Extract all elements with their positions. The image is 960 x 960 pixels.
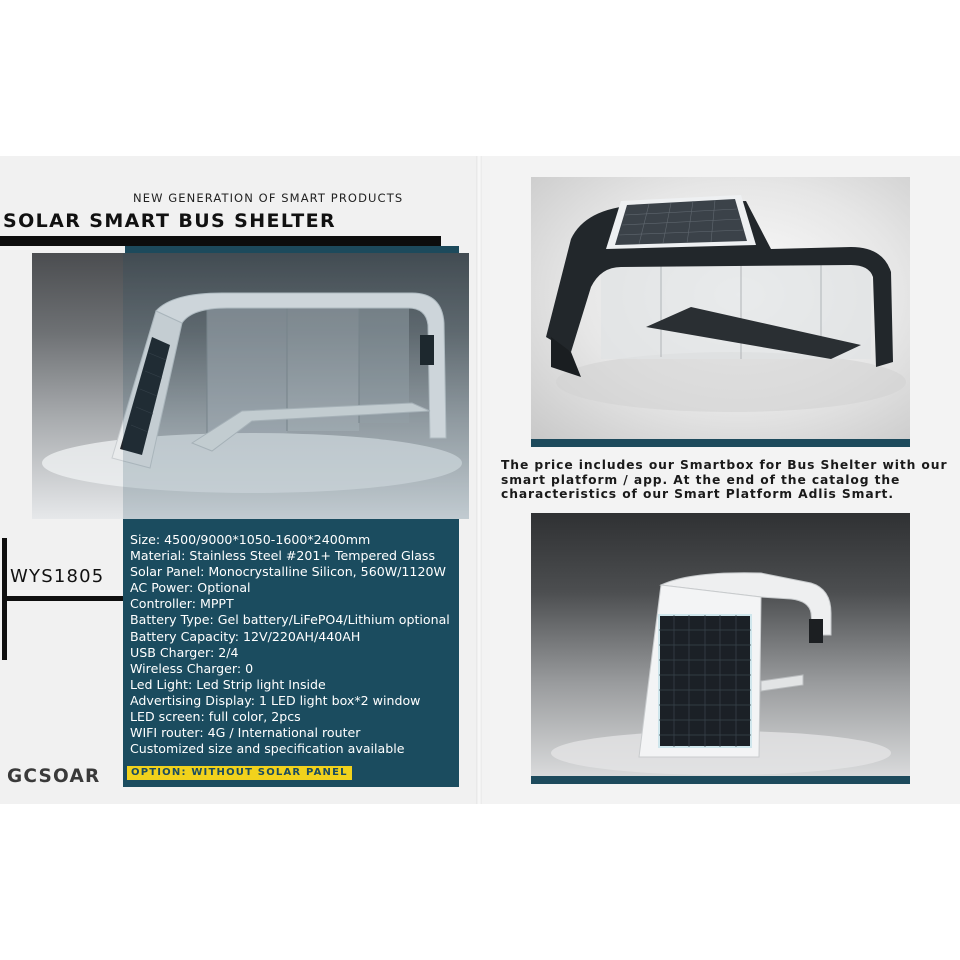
side-view-illustration <box>531 513 910 776</box>
spec-wifi-router: WIFI router: 4G / International router <box>130 725 361 741</box>
spec-ac-power: AC Power: Optional <box>130 580 251 596</box>
spec-usb-charger: USB Charger: 2/4 <box>130 644 239 660</box>
spec-customization: Customized size and specification available <box>130 741 405 757</box>
page-title: SOLAR SMART BUS SHELTER <box>3 210 337 232</box>
hero-tint-overlay <box>123 253 469 519</box>
accent-bar <box>125 246 459 253</box>
option-badge: OPTION: WITHOUT SOLAR PANEL <box>127 766 352 780</box>
black-shelter-illustration <box>531 177 910 439</box>
spec-led-screen: LED screen: full color, 2pcs <box>130 709 301 725</box>
eyebrow-text: NEW GENERATION OF SMART PRODUCTS <box>133 191 404 205</box>
spec-size: Size: 4500/9000*1050-1600*2400mm <box>130 532 371 547</box>
photo2-accent-bar <box>531 776 910 784</box>
price-description: The price includes our Smartbox for Bus Shelter with our smart platform / app. At the end of the catalog the characteristics of our Smart Platform Adlis Smart. <box>501 458 948 502</box>
spec-controller: Controller: MPPT <box>130 596 234 612</box>
spec-wireless-charger: Wireless Charger: 0 <box>130 660 254 676</box>
hero-shelter-image <box>32 253 469 519</box>
spec-material: Material: Stainless Steel #201+ Tempered Glass <box>130 548 436 564</box>
spec-solar-panel: Solar Panel: Monocrystalline Silicon, 560W/1120W <box>130 564 446 580</box>
spec-led-light: Led Light: Led Strip light Inside <box>130 676 326 692</box>
model-bracket-horizontal <box>2 596 123 601</box>
black-shelter-photo <box>531 177 910 439</box>
photo1-accent-bar <box>531 439 910 447</box>
title-underline-bar <box>0 236 441 246</box>
spec-advertising-display: Advertising Display: 1 LED light box*2 window <box>130 692 421 708</box>
page-gutter <box>476 156 482 804</box>
side-view-photo <box>531 513 910 776</box>
model-number: WYS1805 <box>10 566 105 587</box>
spec-list <box>130 532 450 757</box>
spec-battery-capacity: Battery Capacity: 12V/220AH/440AH <box>130 628 361 644</box>
spec-battery-type: Battery Type: Gel battery/LiFePO4/Lithium optional <box>130 612 450 628</box>
brand-logo: GCSOAR <box>7 766 101 787</box>
